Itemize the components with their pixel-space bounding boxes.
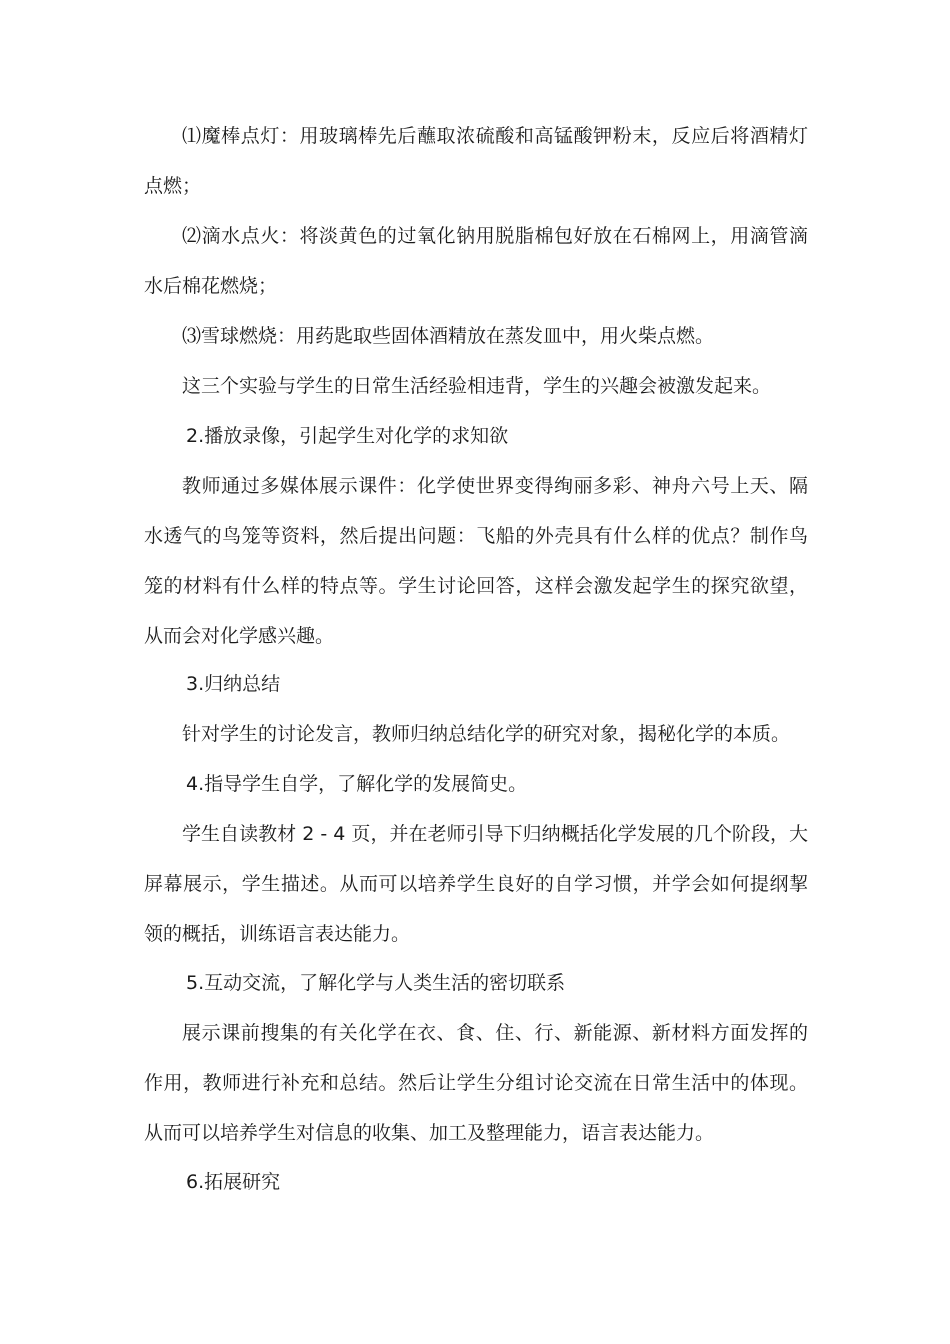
experiment-2-paragraph: ⑵滴水点火：将淡黄色的过氧化钠用脱脂棉包好放在石棉网上，用滴管滴水后棉花燃烧； — [144, 225, 808, 297]
section-5-heading: 5.互动交流，了解化学与人类生活的密切联系 — [186, 972, 566, 994]
section-2-paragraph: 教师通过多媒体展示课件：化学使世界变得绚丽多彩、神舟六号上天、隔水透气的鸟笼等资料，然后提出问题：飞船的外壳具有什么样的优点？制作鸟笼的材料有什么样的特点等。学生讨论回答，这样会激发起学生的探究欲望，从而会对化学感兴趣。 — [144, 475, 808, 647]
section-6-heading: 6.拓展研究 — [186, 1171, 281, 1193]
section-3-heading: 3.归纳总结 — [186, 673, 281, 695]
experiment-3-paragraph: ⑶雪球燃烧：用药匙取些固体酒精放在蒸发皿中，用火柴点燃。 — [182, 325, 715, 347]
section-2-heading: 2.播放录像，引起学生对化学的求知欲 — [186, 425, 509, 447]
experiments-summary-paragraph: 这三个实验与学生的日常生活经验相违背，学生的兴趣会被激发起来。 — [182, 375, 772, 397]
section-4-heading: 4.指导学生自学，了解化学的发展简史。 — [186, 773, 528, 795]
experiment-1-paragraph: ⑴魔棒点灯：用玻璃棒先后蘸取浓硫酸和高锰酸钾粉末，反应后将酒精灯点燃； — [144, 125, 808, 197]
section-3-paragraph: 针对学生的讨论发言，教师归纳总结化学的研究对象，揭秘化学的本质。 — [182, 723, 791, 745]
section-4-paragraph: 学生自读教材 2 - 4 页，并在老师引导下归纳概括化学发展的几个阶段，大屏幕展示，学生描述。从而可以培养学生良好的自学习惯，并学会如何提纲挈领的概括，训练语言表达能力。 — [144, 823, 808, 945]
section-5-paragraph: 展示课前搜集的有关化学在衣、食、住、行、新能源、新材料方面发挥的作用，教师进行补充和总结。然后让学生分组讨论交流在日常生活中的体现。从而可以培养学生对信息的收集、加工及整理能力，语言表达能力。 — [144, 1022, 808, 1144]
